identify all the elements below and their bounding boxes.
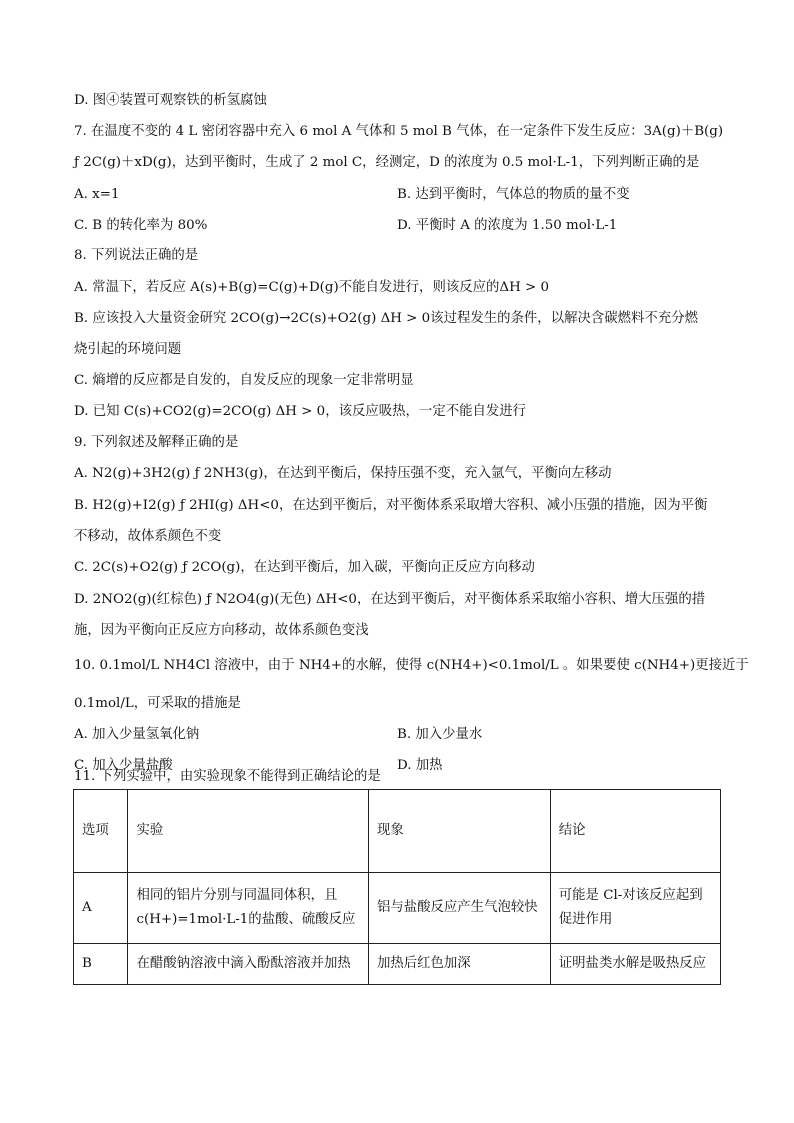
q8-option-b-line2: 烧引起的环境问题 bbox=[74, 342, 182, 357]
q10-option-c: C. 加入少量盐酸 bbox=[74, 758, 173, 773]
header-cell-option: 选项 bbox=[74, 790, 128, 873]
q9-option-a: A. N2(g)+3H2(g) ƒ 2NH3(g)，在达到平衡后，保持压强不变，充入氩气，平衡向左移动 bbox=[74, 466, 612, 481]
header-cell-phenomenon: 现象 bbox=[368, 790, 550, 873]
table-cell: 铝与盐酸反应产生气泡较快 bbox=[368, 873, 550, 944]
table-header-row bbox=[74, 790, 721, 873]
table-cell: 证明盐类水解是吸热反应 bbox=[550, 944, 720, 985]
question-10-stem-line2: 0.1mol/L，可采取的措施是 bbox=[74, 696, 241, 711]
option-d-q6: D. 图④装置可观察铁的析氢腐蚀 bbox=[74, 93, 267, 108]
q9-option-d-line2: 施，因为平衡向正反应方向移动，故体系颜色变浅 bbox=[74, 623, 369, 638]
table-cell: 在醋酸钠溶液中滴入酚酞溶液并加热 bbox=[128, 944, 368, 985]
table-row bbox=[74, 873, 721, 944]
q8-option-b-line1: B. 应该投入大量资金研究 2CO(g)→2C(s)+O2(g) ΔH > 0该过程发生的条件，以解决含碳燃料不充分燃 bbox=[74, 311, 698, 326]
q8-option-a: A. 常温下，若反应 A(s)+B(g)=C(g)+D(g)不能自发进行，则该反应的ΔH > 0 bbox=[74, 280, 549, 295]
q9-option-d-line1: D. 2NO2(g)(红棕色) ƒ N2O4(g)(无色) ΔH<0，在达到平衡后，对平衡体系采取缩小容积、增大压强的措 bbox=[74, 592, 706, 607]
question-9-stem: 9. 下列叙述及解释正确的是 bbox=[74, 435, 239, 450]
q10-option-d: D. 加热 bbox=[397, 758, 443, 773]
question-7-stem-line2: ƒ 2C(g)＋xD(g)，达到平衡时，生成了 2 mol C，经测定，D 的浓度为 0.5 mol·L-1，下列判断正确的是 bbox=[74, 155, 700, 170]
q9-option-c: C. 2C(s)+O2(g) ƒ 2CO(g)，在达到平衡后，加入碳，平衡向正反应方向移动 bbox=[74, 560, 535, 575]
q7-option-b: B. 达到平衡时，气体总的物质的量不变 bbox=[397, 187, 630, 202]
header-cell-conclusion: 结论 bbox=[550, 790, 720, 873]
q9-option-b-line1: B. H2(g)+I2(g) ƒ 2HI(g) ΔH<0，在达到平衡后，对平衡体系采取增大容积、减小压强的措施，因为平衡 bbox=[74, 498, 708, 513]
table-cell: 可能是 Cl-对该反应起到促进作用 bbox=[550, 873, 720, 944]
question-10-stem-line1: 10. 0.1mol/L NH4Cl 溶液中，由于 NH4+的水解，使得 c(NH4+)<0.1mol/L 。如果要使 c(NH4+)更接近于 bbox=[74, 658, 749, 673]
q10-option-a: A. 加入少量氢氧化钠 bbox=[74, 727, 200, 742]
q9-option-b-line2: 不移动，故体系颜色不变 bbox=[74, 529, 222, 544]
table-cell: A bbox=[74, 873, 128, 944]
question-8-stem: 8. 下列说法正确的是 bbox=[74, 248, 199, 263]
table-row bbox=[74, 944, 721, 985]
q7-option-d: D. 平衡时 A 的浓度为 1.50 mol·L-1 bbox=[397, 218, 618, 233]
question-7-stem-line1: 7. 在温度不变的 4 L 密闭容器中充入 6 mol A 气体和 5 mol B 气体，在一定条件下发生反应：3A(g)＋B(g) bbox=[74, 124, 724, 139]
q8-option-d: D. 已知 C(s)+CO2(g)=2CO(g) ΔH > 0，该反应吸热，一定不能自发进行 bbox=[74, 404, 527, 419]
table-cell: 相同的铝片分别与同温同体积，且 c(H+)=1mol·L-1的盐酸、硫酸反应 bbox=[128, 873, 368, 944]
table-cell: B bbox=[74, 944, 128, 985]
q7-option-c: C. B 的转化率为 80% bbox=[74, 218, 208, 233]
header-cell-experiment: 实验 bbox=[128, 790, 368, 873]
q7-option-a: A. x=1 bbox=[74, 187, 120, 202]
q10-option-b: B. 加入少量水 bbox=[397, 727, 483, 742]
q8-option-c: C. 熵增的反应都是自发的，自发反应的现象一定非常明显 bbox=[74, 373, 414, 388]
table-cell: 加热后红色加深 bbox=[368, 944, 550, 985]
experiment-table bbox=[73, 789, 721, 985]
question-11-stem: 11. 下列实验中，由实验现象不能得到正确结论的是 bbox=[74, 769, 381, 784]
